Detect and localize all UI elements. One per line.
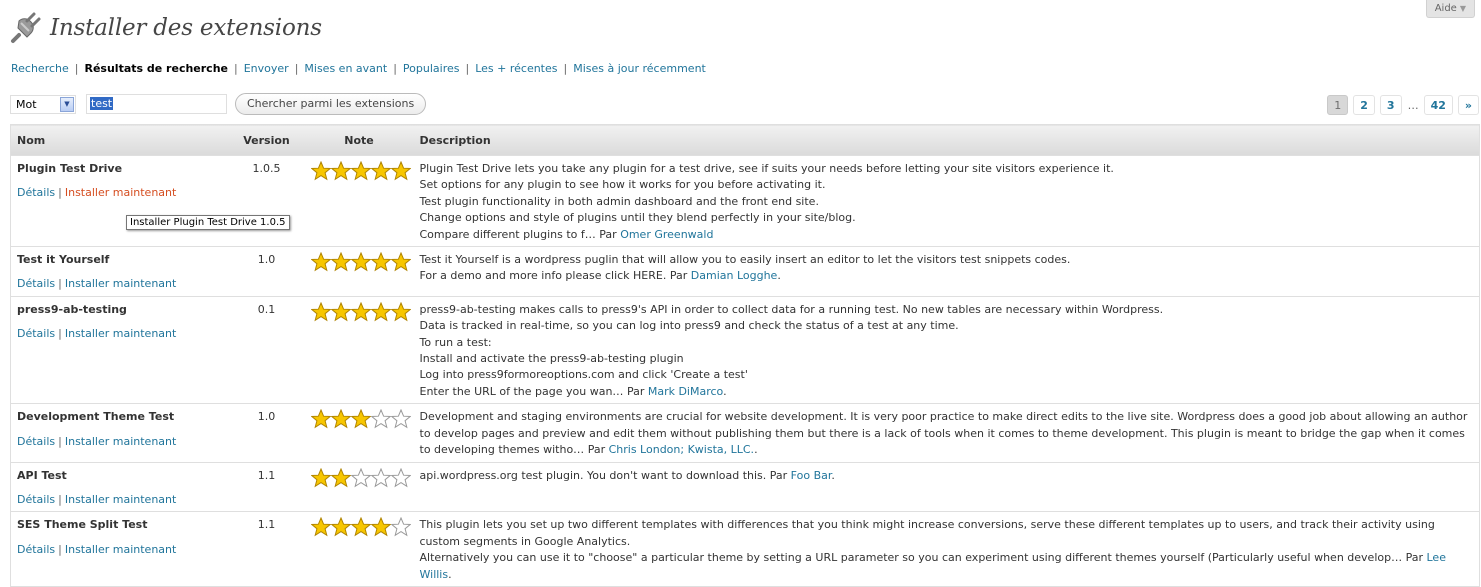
install-now-link[interactable]: Installer maintenant xyxy=(64,327,177,341)
description-line xyxy=(420,252,1474,268)
plugin-name-cell xyxy=(11,156,229,247)
details-link[interactable]: Détails xyxy=(17,492,56,506)
plugin-name: Development Theme Test xyxy=(17,410,175,424)
help-button[interactable] xyxy=(1426,0,1475,18)
description-text: Plugin Test Drive lets you take any plugin for a test drive, see if suits your needs before letting your site visitors experience it. xyxy=(419,162,1114,175)
subnav-mises-en-avant[interactable]: Mises en avant xyxy=(304,62,388,75)
table-row xyxy=(11,512,1480,587)
star-full-icon xyxy=(331,468,351,488)
row-actions xyxy=(17,434,223,450)
star-full-icon xyxy=(351,252,371,272)
plugin-description xyxy=(414,296,1480,403)
star-empty-icon xyxy=(391,517,411,537)
description-line xyxy=(420,268,1474,284)
description-line xyxy=(420,194,1474,210)
author-link[interactable]: Omer Greenwald xyxy=(620,227,714,241)
plugin-name: SES Theme Split Test xyxy=(17,518,148,532)
details-link[interactable]: Détails xyxy=(17,327,56,341)
star-full-icon xyxy=(311,517,331,537)
chevron-down-icon[interactable]: ▼ xyxy=(60,97,74,112)
star-full-icon xyxy=(351,161,371,181)
star-full-icon xyxy=(391,252,411,272)
description-text: To run a test: xyxy=(419,335,492,349)
description-text: Data is tracked in real-time, so you can log into press9 and check the status of a test at any time. xyxy=(419,319,959,333)
description-text: Test plugin functionality in both admin dashboard and the front end site. xyxy=(419,194,819,208)
table-header-row xyxy=(11,125,1480,156)
star-full-icon xyxy=(311,302,331,322)
page-2[interactable]: 2 xyxy=(1353,95,1375,115)
star-empty-icon xyxy=(351,468,371,488)
plugin-version: 1.0 xyxy=(229,247,305,297)
description-line xyxy=(420,302,1474,318)
plugin-name: press9-ab-testing xyxy=(17,302,127,316)
pagination xyxy=(1322,95,1479,115)
description-line xyxy=(420,409,1474,458)
by-label: Par xyxy=(1405,551,1423,565)
plugin-name: Plugin Test Drive xyxy=(17,162,123,175)
star-full-icon xyxy=(391,161,411,181)
star-full-icon xyxy=(331,161,351,181)
description-text: Set options for any plugin to see how it works for you before activating it. xyxy=(419,178,826,192)
author-link[interactable]: Damian Logghe xyxy=(690,269,778,283)
subnav-separator: | xyxy=(294,62,299,75)
star-full-icon xyxy=(331,409,351,429)
plugin-name-cell xyxy=(11,462,229,512)
install-tooltip: Installer Plugin Test Drive 1.0.5 xyxy=(126,215,290,230)
subnav-separator: | xyxy=(563,62,568,75)
plugin-rating xyxy=(305,156,414,247)
help-label: Aide xyxy=(1434,3,1457,14)
subnav-mises-a-jour[interactable]: Mises à jour récemment xyxy=(573,62,706,75)
description-text: Enter the URL of the page you wan… xyxy=(419,384,624,398)
table-row xyxy=(11,247,1480,297)
star-empty-icon xyxy=(371,468,391,488)
description-text: api.wordpress.org test plugin. You don't want to download this. xyxy=(419,468,767,482)
by-label: Par xyxy=(669,269,688,283)
action-separator: | xyxy=(58,492,62,506)
star-full-icon xyxy=(351,302,371,322)
plugin-name: Test it Yourself xyxy=(17,253,110,267)
plugin-name-cell xyxy=(11,296,229,403)
star-full-icon xyxy=(331,302,351,322)
star-full-icon xyxy=(351,517,371,537)
page-header xyxy=(10,10,322,46)
description-text: press9-ab-testing makes calls to press9's API in order to collect data for a running test. No new tables are necessary within Wordpress. xyxy=(419,302,1164,316)
author-suffix: . xyxy=(448,567,452,581)
plugin-rating xyxy=(305,247,414,297)
subnav-separator: | xyxy=(234,62,238,75)
star-full-icon xyxy=(311,252,331,272)
plugin-name-cell xyxy=(11,404,229,462)
search-plugins-button[interactable]: Chercher parmi les extensions xyxy=(235,93,426,115)
description-line xyxy=(420,210,1474,226)
description-text: Compare different plugins to f… xyxy=(419,227,596,241)
plugin-version: 1.0 xyxy=(229,404,305,462)
search-input[interactable] xyxy=(86,94,227,114)
author-link[interactable]: Chris London; Kwista, LLC. xyxy=(608,443,755,457)
star-full-icon xyxy=(371,252,391,272)
description-text: Test it Yourself is a wordpress puglin that will allow you to easily insert an editor to let the visitors test snippets codes. xyxy=(419,253,1071,267)
star-full-icon xyxy=(371,161,391,181)
pagination-ellipsis: … xyxy=(1407,98,1419,112)
description-line xyxy=(420,367,1474,383)
description-text: Alternatively you can use it to "choose" a particular theme by setting a URL parameter so you can experiment using different themes yourself (Particularly useful when develop… xyxy=(419,551,1403,565)
subnav-separator: | xyxy=(74,62,79,75)
plugin-rating xyxy=(305,462,414,512)
column-rating: Note xyxy=(305,125,414,156)
table-row xyxy=(11,404,1480,462)
by-label: Par xyxy=(599,227,617,241)
author-link[interactable]: Foo Bar xyxy=(790,468,832,482)
subnav xyxy=(11,62,706,75)
by-label: Par xyxy=(626,384,645,398)
plugin-version: 1.1 xyxy=(229,462,305,512)
subnav-recherche[interactable]: Recherche xyxy=(11,62,69,75)
search-type-value: Mot xyxy=(16,97,37,111)
plugin-rating xyxy=(305,404,414,462)
plugin-rating xyxy=(305,296,414,403)
row-actions xyxy=(17,326,223,342)
description-text: Development and staging environments are crucial for website development. It is very poor practice to make direct edits to the live site. Wordpress does a good job about allowing an author to develop pages and preview and edit them without publishing them but there is a lack of tools when it comes to theme development. This plugin is meant to bridge the gap when it comes to developing themes witho… xyxy=(419,410,1468,457)
description-line xyxy=(420,335,1474,351)
description-line xyxy=(420,351,1474,367)
column-name: Nom xyxy=(11,125,229,156)
action-separator: | xyxy=(58,277,62,291)
page-3[interactable]: 3 xyxy=(1380,95,1402,115)
plugin-name-cell xyxy=(11,512,229,587)
search-input-value: test xyxy=(91,97,113,110)
by-label: Par xyxy=(587,443,606,457)
subnav-separator: | xyxy=(465,62,470,75)
star-full-icon xyxy=(331,517,351,537)
description-line xyxy=(420,468,1474,484)
plugin-description xyxy=(414,404,1480,462)
description-line xyxy=(420,384,1474,400)
column-description: Description xyxy=(414,125,1480,156)
star-full-icon xyxy=(331,252,351,272)
subnav-populaires[interactable]: Populaires xyxy=(402,62,460,75)
star-full-icon xyxy=(351,409,371,429)
description-line xyxy=(420,161,1474,177)
plugin-version: 1.1 xyxy=(229,512,305,587)
plugin-description xyxy=(414,462,1480,512)
plugin-description xyxy=(414,247,1480,297)
star-empty-icon xyxy=(371,409,391,429)
row-actions xyxy=(17,185,223,201)
description-text: Change options and style of plugins until they blend perfectly in your site/blog. xyxy=(419,211,856,225)
plugin-description xyxy=(414,512,1480,587)
table-row xyxy=(11,156,1480,247)
author-link[interactable]: Mark DiMarco xyxy=(647,384,724,398)
plugin-name-cell xyxy=(11,247,229,297)
description-line xyxy=(420,227,1474,243)
page-title: Installer des extensions xyxy=(50,15,322,41)
star-full-icon xyxy=(391,302,411,322)
page-last[interactable]: 42 xyxy=(1424,95,1453,115)
details-link[interactable]: Détails xyxy=(17,186,56,200)
table-row xyxy=(11,462,1480,512)
search-form xyxy=(10,93,426,115)
author-suffix: . xyxy=(754,443,758,457)
plugin-version: 1.0.5 xyxy=(229,156,305,247)
star-empty-icon xyxy=(391,468,411,488)
search-type-select[interactable] xyxy=(10,95,76,114)
plugin-description xyxy=(414,156,1480,247)
plugins-icon xyxy=(10,11,44,45)
author-link[interactable]: Lee Willis xyxy=(419,551,1446,581)
plugin-version: 0.1 xyxy=(229,296,305,403)
install-now-link[interactable]: Installer maintenant xyxy=(64,186,177,200)
description-text: Log into press9formoreoptions.com and click 'Create a test' xyxy=(419,368,748,382)
table-row xyxy=(11,296,1480,403)
install-now-link[interactable]: Installer maintenant xyxy=(64,492,177,506)
help-dropdown-arrow-icon: ▼ xyxy=(1459,4,1466,13)
column-version: Version xyxy=(229,125,305,156)
subnav-envoyer[interactable]: Envoyer xyxy=(243,62,289,75)
description-text: For a demo and more info please click HERE. xyxy=(419,269,667,283)
subnav-separator: | xyxy=(393,62,397,75)
author-suffix: . xyxy=(777,269,781,283)
subnav-recentes[interactable]: Les + récentes xyxy=(475,62,558,75)
star-full-icon xyxy=(371,302,391,322)
next-page-button[interactable]: » xyxy=(1458,95,1479,115)
star-full-icon xyxy=(311,468,331,488)
install-now-link[interactable]: Installer maintenant xyxy=(64,542,177,556)
star-empty-icon xyxy=(391,409,411,429)
plugin-rating xyxy=(305,512,414,587)
author-suffix: . xyxy=(831,468,835,482)
action-separator: | xyxy=(58,327,62,341)
description-line xyxy=(420,318,1474,334)
star-full-icon xyxy=(371,517,391,537)
by-label: Par xyxy=(769,468,788,482)
details-link[interactable]: Détails xyxy=(17,542,56,556)
description-line xyxy=(420,550,1474,583)
row-actions xyxy=(17,276,223,292)
details-link[interactable]: Détails xyxy=(17,434,56,448)
row-actions xyxy=(17,542,223,558)
author-suffix: . xyxy=(723,384,727,398)
details-link[interactable]: Détails xyxy=(17,277,56,291)
description-line xyxy=(420,517,1474,550)
plugins-table xyxy=(10,124,1480,587)
plugin-name: API Test xyxy=(17,468,67,482)
install-now-link[interactable]: Installer maintenant xyxy=(64,434,177,448)
page-1[interactable]: 1 xyxy=(1327,95,1348,115)
description-line xyxy=(420,177,1474,193)
star-full-icon xyxy=(311,409,331,429)
description-text: Install and activate the press9-ab-testing plugin xyxy=(419,352,684,366)
subnav-resultats-current[interactable]: Résultats de recherche xyxy=(84,62,228,75)
action-separator: | xyxy=(58,186,62,200)
install-now-link[interactable]: Installer maintenant xyxy=(64,277,177,291)
description-text: This plugin lets you set up two different templates with differences that you think might increase conversions, serve these different templates up to users, and track their activity using custom segments in Google Analytics. xyxy=(419,518,1435,548)
row-actions xyxy=(17,492,223,508)
star-full-icon xyxy=(311,161,331,181)
action-separator: | xyxy=(58,434,62,448)
action-separator: | xyxy=(58,542,62,556)
